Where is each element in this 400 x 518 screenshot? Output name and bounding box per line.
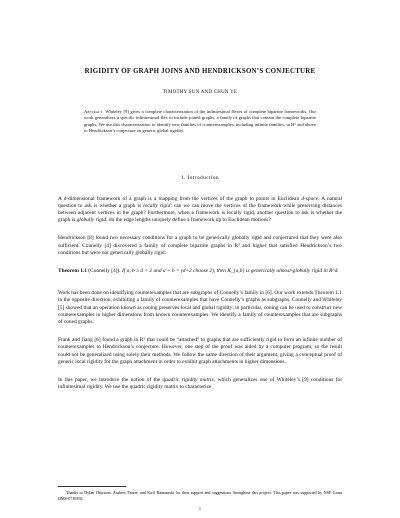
paragraph-frank-jiang: Frank and Jiang [6] found a graph in R⁵ that could be “attached” to graphs that are sufficiently rigid to form an infinite number of counterexamples to Hendrickson’s conjecture. However, one step of the proof was aided by a computer program, so the result could not be generalized using solely their methods. We follow the same direction of their argument, giving a conceptual proof of generic local rigidity for the graph attachment in order to exhibit graph attachments in higher dimensions.: [58, 337, 342, 365]
section-heading-introduction: 1. Introduction: [180, 174, 220, 181]
page-number: 1: [198, 506, 202, 511]
theorem-label: Theorem 1.1: [58, 268, 87, 275]
paragraph-contribution: In this paper, we introduce the notion of the quadric rigidity matrix, which generalizes one of Whiteley’s [9] conditions for infinitesimal rigidity. We use the quadric rigidity matrix to characterize: [58, 377, 343, 391]
paper-authors: TIMOTHY SUN AND CHUN YE: [162, 90, 238, 95]
paper-title: RIGIDITY OF GRAPH JOINS AND HENDRICKSON’S CONJECTURE: [84, 68, 316, 75]
paragraph-intro: A d-dimensional framework of a graph is a mapping from the vertices of the graph to points in Euclidean d-space. A natural question to ask is whether a graph is locally rigid: can we can move the vertices of the framework while preserving distances between adjacent vertices in the graph? Furthermore, when a framework is locally rigid, another question to ask is whether the graph is globally rigid: do the edge lengths uniquely define a framework up to Euclidean motions?: [58, 195, 342, 224]
theorem-citation: (Connelly [4]).: [86, 268, 121, 275]
footnote-divider: [58, 486, 126, 487]
abstract-text: Whiteley [9] gives a complete characterization of the infinitesimal flexes of complete bipartite frameworks. Our work generalizes a specific infinitesimal flex to include joined graphs, a family of graphs that contain the complete bipartite graphs. We use this characterization to identify new families of counterexamples, including infinite families, in R⁵ and above to Hendrickson’s conjecture on generic global rigidity.: [84, 109, 316, 134]
theorem-1-1: [58, 268, 342, 275]
paragraph-related-work: Work has been done on identifying counterexamples that are subgraphs of Connelly’s family in [6]. Our work extends Theorem 1.1 in the opposite direction, exhibiting a family of counterexamples that have Connelly’s graphs as subgraphs. Connelly and Whiteley [5] showed that an operation known as coning preserves local and global rigidity; in particular, coning can be used to construct new counterexamples in higher dimensions from known counterexamples. We identify a family of counterexamples that are subgraphs of coned graphs.: [58, 290, 342, 326]
footnote: Thanks to Dylan Thurston, Andrew Fanoe, and Kiril Ratmanski for their support and suggestions throughout this project. This paper was supported by NSF Grant DMS-0739392.: [58, 490, 342, 501]
theorem-body: If a, b ≥ d + 2 and a + b = (d+2 choose 2), then K_{a,b} is generically almost-globally rigid in R^d.: [120, 268, 339, 275]
paragraph-hendrickson: Hendrickson [8] found two necessary conditions for a graph to be generically globally rigid and conjectured that they were also sufficient. Connelly [4] discovered a family of complete bipartite graphs in R³ and higher that satisfied Hendrickson’s two conditions but were not generically globally rigid:: [58, 235, 342, 256]
abstract: [84, 109, 316, 135]
abstract-label: Abstract.: [84, 109, 104, 114]
